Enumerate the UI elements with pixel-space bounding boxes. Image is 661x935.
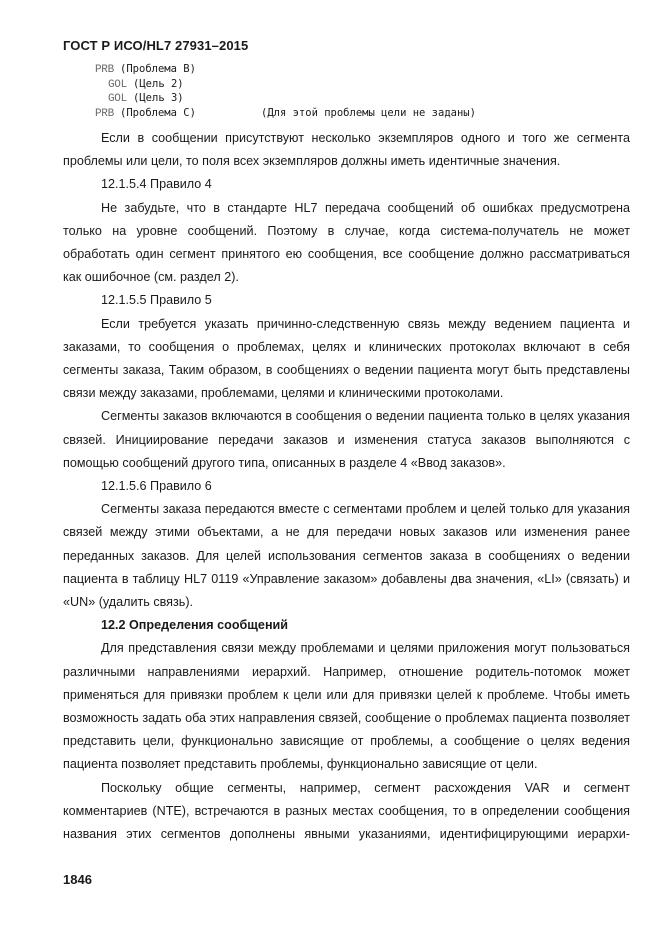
code-line-problem-c xyxy=(95,106,476,121)
code-line-problem-b xyxy=(95,62,196,77)
subsection-heading-rule-4: 12.1.5.4 Правило 4 xyxy=(101,177,212,192)
paragraph: Если в сообщении присутствуют несколько экземпляров одного и того же сегмента проблемы или цели, то поля всех экземпляров должны иметь идентичные значения. xyxy=(63,131,630,169)
paragraph: Если требуется указать причинно-следственную связь между ведением пациента и заказами, то сообщения о проблемах, целях и клинических протоколах включают в себя сегменты заказа, Таким образом, в сообщениях о ведении пациента могут быть представлены связи между заказами, проблемами, целями и клиническими протоколами. xyxy=(63,316,630,401)
code-line-goal-3 xyxy=(95,91,196,106)
document-body xyxy=(63,127,630,846)
segment-description: (Проблема B) xyxy=(120,63,196,75)
segment-description: (Цель 2) xyxy=(133,77,184,90)
section-heading: 12.2 Определения сообщений xyxy=(101,618,289,633)
segment-description: (Проблема C) xyxy=(120,106,196,119)
segment-id: PRB xyxy=(95,64,114,76)
paragraph: Для представления связи между проблемами и целями приложения могут пользоваться различными направлениями иерархий. Например, отношение родитель-потомок может применяться для привязки проблем к цели или для привязки целей к проблеме. Чтобы иметь возможность задать оба этих направления связей, сообщение о проблемах пациента позволяет представить цели, функционально зависящие от проблемы, а сообщение о целях ведения пациента позволяет представить проблемы, функционально зависящие от цели. xyxy=(63,641,630,772)
segment-id: PRB xyxy=(95,107,114,120)
paragraph: Сегменты заказов включаются в сообщения о ведении пациента только в целях указания связей. Инициирование передачи заказов и изменения статуса заказов выполняются с помощью сообщений другого типа, описанных в разделе 4 «Ввод заказов». xyxy=(63,409,630,470)
segment-description: (Цель 3) xyxy=(133,92,184,104)
paragraph: Поскольку общие сегменты, например, сегмент расхождения VAR и сегмент комментариев (NTE), встречаются в разных местах сообщения, то в определении сообщения названия этих сегментов дополнены явными указаниями, идентифицирующими иерархи- xyxy=(63,780,630,842)
segment-id: GOL xyxy=(108,78,127,91)
paragraph: Не забудьте, что в стандарте HL7 передача сообщений об ошибках предусмотрена только на уровне сообщений. Поэтому в случае, когда система-получатель не может обработать один сегмент принятого ею сообщения, все сообщение должно рассматриваться как ошибочное (см. раздел 2). xyxy=(63,200,630,285)
page-number: 1846 xyxy=(63,872,92,887)
paragraph: Сегменты заказа передаются вместе с сегментами проблем и целей только для указания связей между этими объектами, а не для передачи новых заказов или изменения ранее переданных заказов. Для целей использования сегментов заказа в сообщениях о ведении пациента в таблицу HL7 0119 «Управление заказом» добавлены два значения, «LI» (связать) и «UN» (удалить связь). xyxy=(63,502,630,610)
segment-note: (Для этой проблемы цели не заданы) xyxy=(261,106,476,119)
segment-id: GOL xyxy=(108,93,127,105)
subsection-heading-rule-5: 12.1.5.5 Правило 5 xyxy=(101,293,212,308)
code-line-goal-2 xyxy=(95,77,196,92)
message-structure-code xyxy=(95,62,476,120)
document-header: ГОСТ Р ИСО/HL7 27931–2015 xyxy=(63,38,249,53)
subsection-heading-rule-6: 12.1.5.6 Правило 6 xyxy=(101,479,212,494)
